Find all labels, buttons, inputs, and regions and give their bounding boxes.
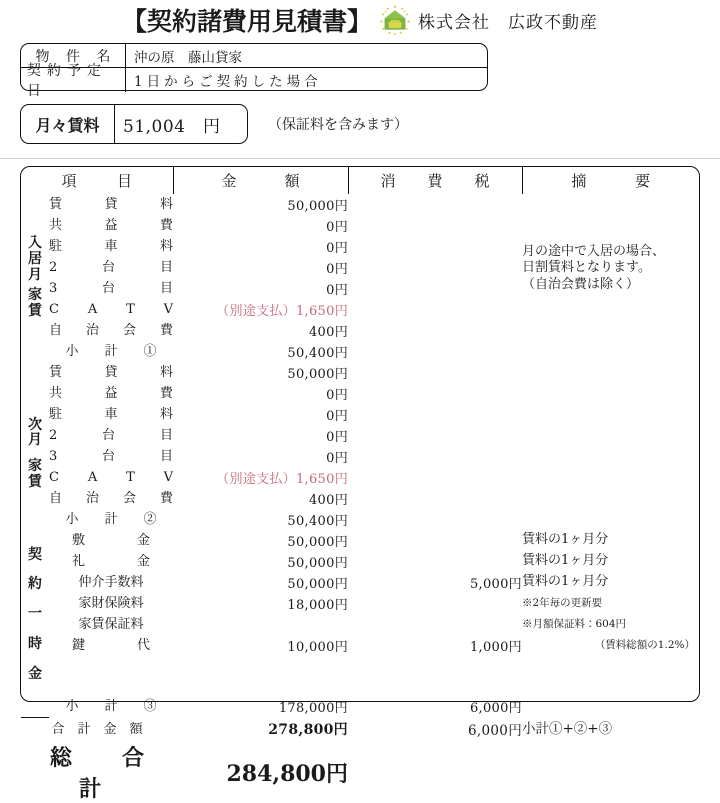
section1-subtotal-row (21, 341, 699, 362)
section2-subtotal-label: 小 計 ② (65, 512, 157, 527)
table-row-amount: 0円 (326, 388, 348, 403)
table-row-item: 賃 貸 料 (49, 365, 173, 380)
table-row-amount: （別途支払）1,650円 (216, 472, 348, 487)
section3-subtotal-label: 小 計 ③ (65, 699, 157, 714)
section2-row-0 (21, 362, 699, 383)
table-row-remark: 賃料の1ヶ月分 (522, 574, 609, 590)
table-row-item: 共 益 費 (49, 218, 173, 233)
grand-total-label: 総 合 計 (49, 746, 195, 802)
table-row-amount: 10,000円 (287, 640, 348, 655)
monthly-rent-box (20, 104, 248, 144)
table-header-row (21, 167, 699, 194)
table-row-item: 自 治 会 費 (49, 323, 173, 338)
table-row-tax (348, 236, 522, 257)
section1-subtotal-tax (348, 341, 522, 362)
section3-row-3 (21, 593, 699, 614)
table-row-amount: 0円 (326, 451, 348, 466)
section1-subtotal-remark (522, 341, 699, 362)
section1-row-0 (21, 194, 699, 215)
section3-row-1 (21, 551, 699, 572)
table-row-item: C A T V (49, 470, 173, 485)
table-row-amount: 400円 (308, 325, 348, 340)
table-row-item: 3 台 目 (49, 281, 173, 296)
header-item-cell (21, 167, 173, 194)
table-row-amount: 0円 (326, 241, 348, 256)
section3-subtotal-tax: 6,000円 (469, 701, 522, 716)
table-row-item: 3 台 目 (49, 449, 173, 464)
grand-total-amount: 284,800円 (226, 760, 348, 787)
header-tax-cell (348, 167, 522, 194)
table-row-amount: 50,000円 (287, 577, 348, 592)
table-row-item: 家賃保証料 (78, 617, 144, 632)
total-label: 合 計 金 額 (51, 721, 143, 737)
monthly-rent-label: 月々賃料 (21, 105, 115, 143)
table-row-amount: 50,000円 (287, 367, 348, 382)
header-remark-cell (522, 167, 699, 194)
total-amount: 278,800円 (268, 722, 348, 738)
table-row-item: 2 台 目 (49, 260, 173, 275)
table-row-item: 駐 車 料 (49, 239, 173, 254)
section2-remark (522, 362, 699, 509)
header-tax-b: 費 (427, 172, 443, 190)
section3-row-4 (21, 614, 699, 635)
table-row-item: 仲介手数料 (78, 575, 144, 590)
section3-row-2 (21, 572, 699, 593)
property-name-label: 物 件 名 (35, 48, 117, 65)
table-row-tax (348, 467, 522, 488)
table-row-item: C A T V (49, 302, 173, 317)
table-row-amount: 50,000円 (287, 556, 348, 571)
table-row-amount: 0円 (326, 283, 348, 298)
header-amount-cell (173, 167, 348, 194)
table-row-item: 2 台 目 (49, 428, 173, 443)
spacer-item (49, 656, 173, 696)
table-row-tax (348, 404, 522, 425)
section2-subtotal-remark (522, 509, 699, 530)
contract-date-value: 1日からご契約した場合 (134, 74, 322, 90)
table-row-amount: （別途支払）1,650円 (216, 304, 348, 319)
monthly-rent-note: （保証料を含みます） (268, 117, 408, 133)
table-row-tax (348, 299, 522, 320)
house-logo-icon (378, 4, 412, 36)
monthly-rent-amount: 51,004 円 (123, 116, 221, 137)
section2-subtotal-row (21, 509, 699, 530)
table-row-item: 共 益 費 (49, 386, 173, 401)
table-row-tax (348, 488, 522, 509)
header-remark-b: 要 (635, 172, 651, 190)
header-item-a: 項 (61, 172, 77, 190)
header-remark-a: 摘 (571, 172, 587, 190)
header-amount-a: 金 (221, 172, 237, 190)
table-row-item: 駐 車 料 (49, 407, 173, 422)
section2-label: 次 月 家 賃 (28, 416, 42, 490)
table-row-item: 自 治 会 費 (49, 491, 173, 506)
section2-subtotal-amount: 50,400円 (287, 514, 348, 529)
header-item-b: 目 (116, 172, 132, 190)
header-tax-c: 税 (474, 172, 490, 190)
contract-date-label-cell (21, 63, 126, 99)
section3-row-5 (21, 635, 699, 656)
header-tax-a: 消 (380, 172, 396, 190)
section1-subtotal-label: 小 計 ① (65, 344, 157, 359)
table-row-tax (348, 593, 522, 614)
company-name: 株式会社 広政不動産 (418, 12, 598, 33)
table-row-tax (348, 278, 522, 299)
table-row-item: 賃 貸 料 (49, 197, 173, 212)
table-row-amount: 0円 (326, 430, 348, 445)
page-header (0, 0, 720, 40)
header-amount-b: 額 (284, 172, 300, 190)
table-row-amount: 18,000円 (287, 598, 348, 613)
table-row-amount: 50,000円 (287, 199, 348, 214)
table-row-tax (348, 257, 522, 278)
table-row-tax (348, 530, 522, 551)
section3-subtotal-amount: 178,000円 (278, 701, 348, 716)
table-row-item: 鍵 代 (71, 638, 150, 653)
section3-spacer-row (21, 656, 699, 696)
table-row-amount: 50,000円 (287, 535, 348, 550)
table-row-amount: 0円 (326, 220, 348, 235)
spacer-remark (522, 656, 699, 696)
table-row-tax (348, 215, 522, 236)
section3-subtotal-row (21, 696, 699, 717)
contract-date-row (21, 63, 487, 99)
table-row-tax (348, 320, 522, 341)
table-row-item: 敷 金 (71, 533, 150, 548)
table-row-amount: 0円 (326, 409, 348, 424)
divider-line (0, 158, 720, 159)
section1-label: 入 居 月 家 賃 (28, 235, 42, 319)
section1-subtotal-amount: 50,400円 (287, 346, 348, 361)
property-info-box (20, 43, 488, 99)
table-row-tax (348, 614, 522, 635)
total-tax: 6,000円 (468, 723, 522, 739)
grand-total-empty (348, 741, 699, 803)
table-row-remark: ※2年毎の更新要 (522, 596, 603, 609)
table-row-tax (348, 425, 522, 446)
table-row-remark: 賃料の1ヶ月分 (522, 553, 609, 569)
section3-row-0 (21, 530, 699, 551)
spacer-tax (348, 656, 522, 696)
section2-subtotal-tax (348, 509, 522, 530)
table-row-tax (348, 194, 522, 215)
cost-breakdown-table (20, 166, 700, 802)
table-row-remark: ※月額保証料：604円 (522, 617, 627, 630)
spacer-amount (173, 656, 348, 696)
table-row-amount: 0円 (326, 262, 348, 277)
table-row-tax (348, 383, 522, 404)
section3-subtotal-remark (522, 696, 699, 717)
table-row-remark: 賃料の1ヶ月分 (522, 532, 609, 548)
table-row-item: 家財保険料 (78, 596, 144, 611)
table-row-remark: （賃料総額の1.2%） (594, 638, 695, 651)
grand-total-row (21, 741, 699, 803)
table-row-tax: 1,000円 (469, 640, 522, 655)
section3-label: 契 約 一 時 金 (28, 546, 42, 682)
section3-label-bottom (21, 696, 49, 717)
table-row-item: 礼 金 (71, 554, 150, 569)
table-row-amount (173, 614, 348, 635)
section1-remark: 月の途中で入居の場合、 日割賃料となります。 （自治会費は除く） (522, 243, 666, 292)
table-row-tax (348, 551, 522, 572)
table-row-tax: 5,000円 (469, 577, 522, 592)
contract-date-label: 契約予定日 (27, 63, 107, 99)
table-row-tax (348, 446, 522, 467)
page-title: 【契約諸費用見積書】 (121, 7, 372, 36)
table-row-tax (348, 362, 522, 383)
total-remark: 小計①+②+③ (522, 720, 613, 737)
table-row-amount: 400円 (308, 493, 348, 508)
total-row (21, 717, 699, 741)
property-name-value: 沖の原 藤山貸家 (134, 49, 242, 66)
